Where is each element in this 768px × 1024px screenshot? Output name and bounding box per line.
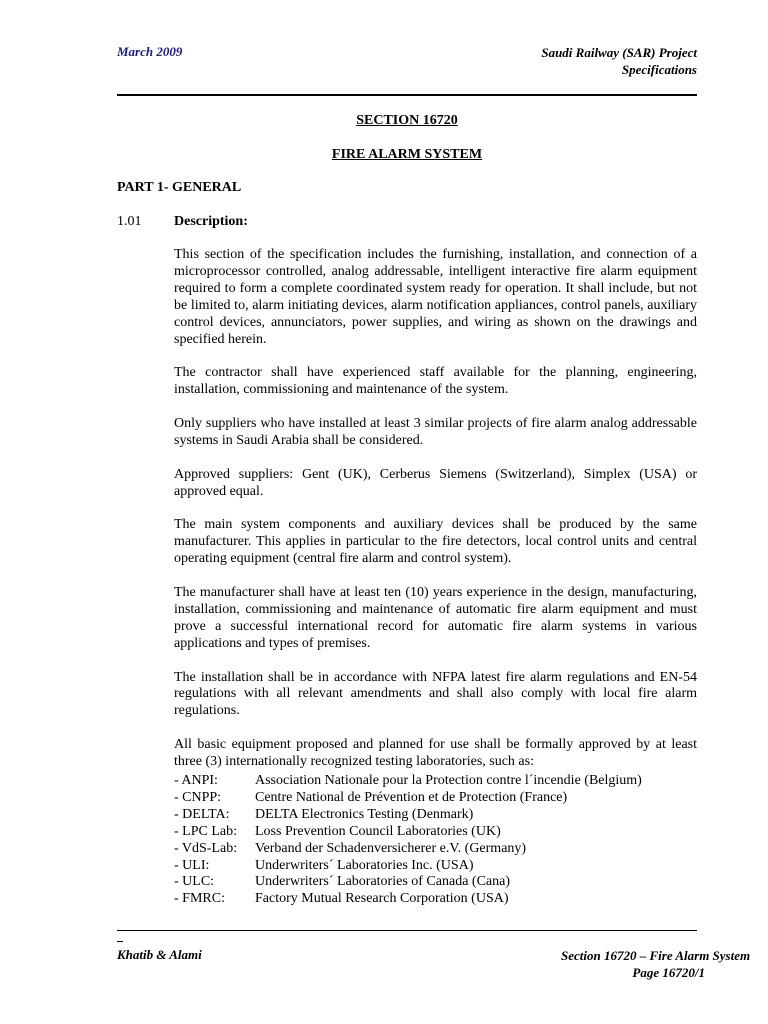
lab-name: Underwriters´ Laboratories of Canada (Cana) (255, 874, 511, 890)
lab-name: Underwriters´ Laboratories Inc. (USA) (255, 857, 474, 873)
lab-name: DELTA Electronics Testing (Denmark) (255, 806, 474, 822)
lab-name: Loss Prevention Council Laboratories (UK) (255, 823, 501, 839)
list-item (174, 773, 697, 790)
paragraph: The manufacturer shall have at least ten (10) years experience in the design, manufacturing, installation, commissioning and maintenance of automatic fire alarm equipment and must prove a successful international record for automatic fire alarm systems in various applications and types of premises. (174, 585, 697, 651)
paragraph: The contractor shall have experienced staff available for the planning, engineering, installation, commissioning and maintenance of the system. (174, 365, 697, 398)
lab-code: - ULC: (174, 874, 215, 890)
list-item (174, 874, 697, 891)
lab-code: - CNPP: (174, 789, 222, 805)
lab-name: Centre National de Prévention et de Protection (France) (255, 789, 568, 805)
header-project: Saudi Railway (SAR) Project (541, 45, 697, 60)
testing-labs-list (174, 773, 697, 908)
footer-section: Section 16720 – Fire Alarm System (561, 948, 751, 963)
clause-body (174, 247, 697, 908)
footer-page-number: Page 16720/1 (632, 965, 705, 980)
list-item (174, 891, 697, 908)
list-item (174, 807, 697, 824)
paragraph: All basic equipment proposed and planned for use shall be formally approved by at least three (3) internationally recognized testing laboratories, such as: (174, 737, 697, 770)
lab-name: Verband der Schadenversicherer e.V. (Germany) (255, 840, 527, 856)
footer-company: Khatib & Alami (117, 947, 202, 962)
lab-code: - ULI: (174, 857, 210, 873)
clause-number: 1.01 (117, 214, 142, 229)
lab-name: Factory Mutual Research Corporation (USA) (255, 891, 509, 907)
paragraph: The main system components and auxiliary devices shall be produced by the same manufacturer. This applies in particular to the fire detectors, local control units and central operating equipment (central fire alarm and control system). (174, 517, 697, 567)
list-item (174, 790, 697, 807)
footer-section-block (561, 947, 768, 981)
lab-code: - LPC Lab: (174, 823, 237, 839)
lab-code: - VdS-Lab: (174, 840, 238, 856)
header-doc-type: Specifications (621, 62, 697, 77)
lab-code: - FMRC: (174, 891, 225, 907)
lab-name: Association Nationale pour la Protection contre l´incendie (Belgium) (255, 772, 642, 788)
footer-rule (117, 930, 697, 931)
clause-heading: Description: (174, 214, 248, 229)
list-item (174, 858, 697, 875)
lab-code: - ANPI: (174, 772, 218, 788)
lab-code: - DELTA: (174, 806, 230, 822)
list-item (174, 824, 697, 841)
system-title: FIRE ALARM SYSTEM (331, 147, 483, 162)
paragraph: The installation shall be in accordance with NFPA latest fire alarm regulations and EN-54 regulations with all relevant amendments and shall also comply with local fire alarm regulations. (174, 669, 697, 719)
part-heading: PART 1- GENERAL (117, 180, 242, 195)
header-date: March 2009 (117, 44, 183, 59)
section-title: SECTION 16720 (356, 113, 458, 128)
list-item (174, 841, 697, 858)
paragraph: This section of the specification includes the furnishing, installation, and connection of a microprocessor controlled, analog addressable, intelligent interactive fire alarm equipment required to form a complete coordinated system ready for operation. It shall include, but not be limited to, alarm initiating devices, alarm notification appliances, control panels, auxiliary control devices, annunciators, power supplies, and wiring as shown on the drawings and specified herein. (174, 247, 697, 347)
header-rule (117, 94, 697, 96)
header-project-block (541, 44, 697, 78)
paragraph: Approved suppliers: Gent (UK), Cerberus Siemens (Switzerland), Simplex (USA) or approved equal. (174, 466, 697, 499)
paragraph: Only suppliers who have installed at least 3 similar projects of fire alarm analog addressable systems in Saudi Arabia shall be considered. (174, 416, 697, 448)
footer-rule-tail (117, 941, 123, 942)
